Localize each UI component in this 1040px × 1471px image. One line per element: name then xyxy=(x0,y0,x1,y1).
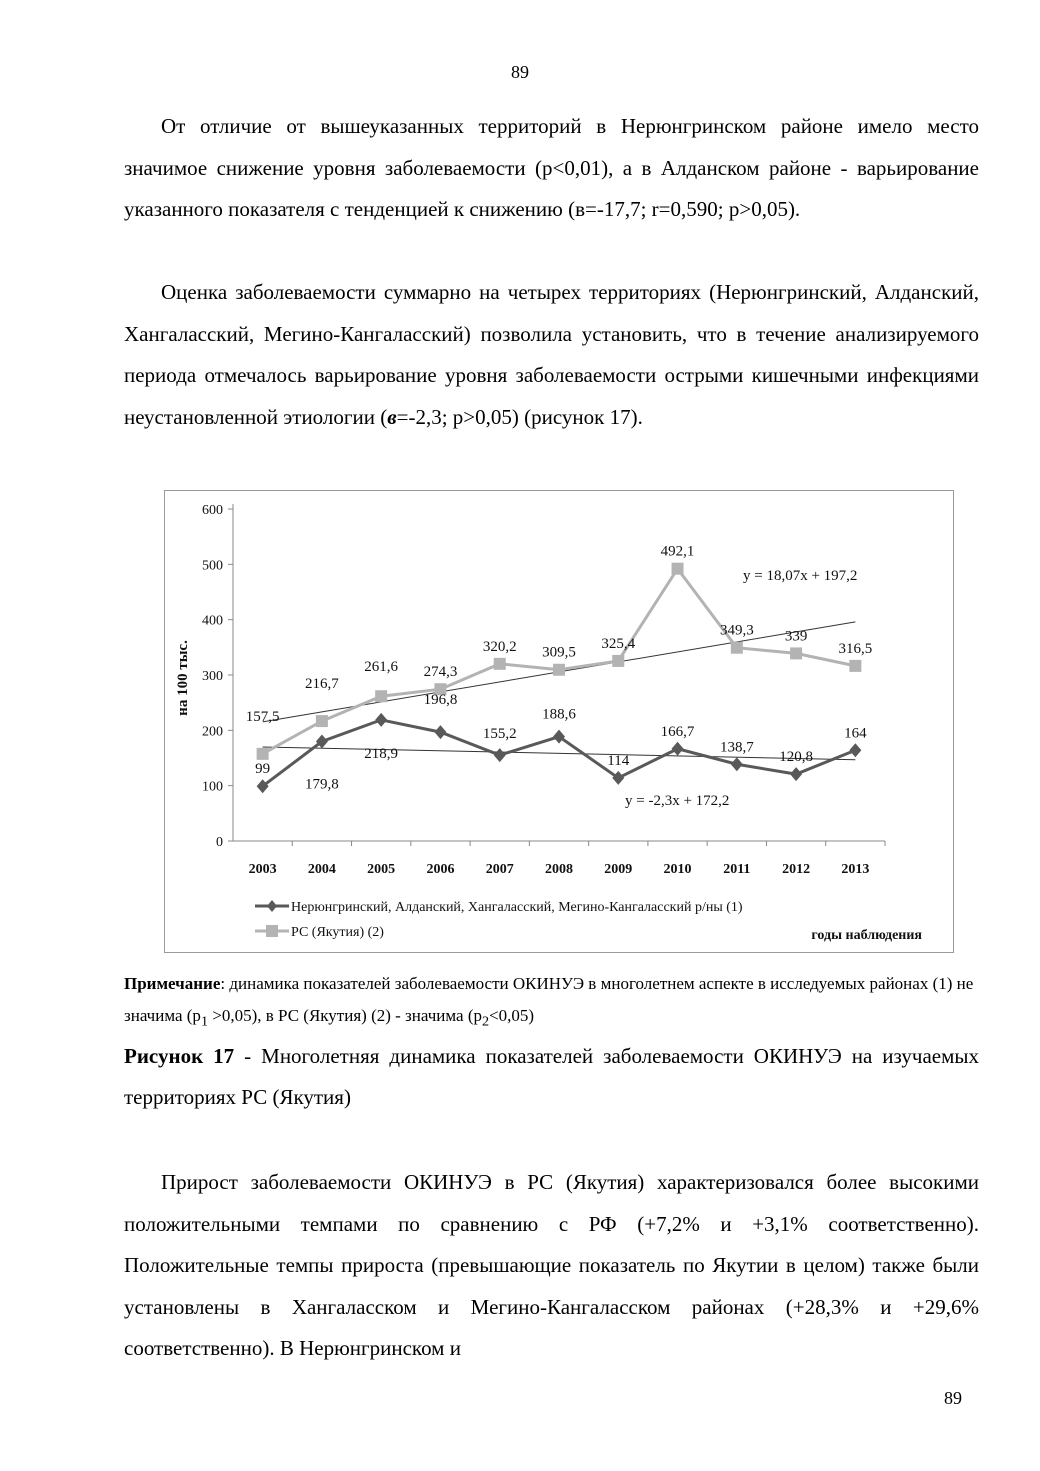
series-rs-point xyxy=(672,563,684,575)
figure-17-chart xyxy=(164,490,954,953)
page-number-bottom: 89 xyxy=(944,1388,962,1408)
series-rs-point xyxy=(553,664,565,676)
y-tick-label: 0 xyxy=(216,835,223,850)
x-tick-label: 2005 xyxy=(367,862,396,877)
x-tick-label: 2011 xyxy=(723,862,751,877)
figure-caption xyxy=(124,1036,979,1118)
line-chart xyxy=(165,491,955,954)
x-axis-label: годы наблюдения xyxy=(811,928,922,943)
series-districts-point xyxy=(672,742,684,756)
x-tick-label: 2013 xyxy=(841,862,870,877)
series-rs-point xyxy=(375,690,387,702)
x-tick-label: 2012 xyxy=(782,862,811,877)
trend-line-districts-label: y = -2,3x + 172,2 xyxy=(625,793,730,809)
series-districts-data-label: 188,6 xyxy=(542,706,576,723)
paragraph-1-text: От отличие от вышеуказанных территорий в Нерюнгринском районе имело место значимое снижение уровня заболеваемости (р<0,01), а в Алданском районе - варьирование указанного показателя с тенденцией к снижению (в=-17,7; r=0,590; р>0,05). xyxy=(124,114,979,221)
trend-line-rs-label: y = 18,07x + 197,2 xyxy=(743,568,858,584)
series-rs-data-label: 349,3 xyxy=(719,622,754,639)
series-rs-data-label: 157,5 xyxy=(245,708,280,725)
y-tick-label: 600 xyxy=(202,503,223,518)
series-districts-data-label: 99 xyxy=(255,761,271,778)
series-districts-point xyxy=(553,730,565,744)
series-rs-point xyxy=(257,748,269,760)
series-districts-data-label: 179,8 xyxy=(305,776,339,793)
paragraph-3 xyxy=(124,1162,979,1370)
note-label: Примечание xyxy=(124,974,221,993)
x-tick-label: 2006 xyxy=(426,862,455,877)
paragraph-2-text: Оценка заболеваемости суммарно на четырех территориях (Нерюнгринский, Алданский, Хангаласский, Мегино-Кангаласский) позволила установить, что в течение анализируемого периода отмечалось варьирование уровня заболеваемости острыми кишечными инфекциями неустановленной этиологии ( xyxy=(124,280,979,429)
series-rs-point xyxy=(790,647,802,659)
x-tick-label: 2009 xyxy=(604,862,633,877)
legend-label-rs: РС (Якутия) (2) xyxy=(291,925,384,940)
note-text-b: >0,05), в РС (Якутия) (2) - значима (р xyxy=(208,1006,482,1025)
series-rs-data-label: 261,6 xyxy=(364,659,399,676)
series-rs-point xyxy=(316,715,328,727)
x-tick-label: 2003 xyxy=(248,862,277,877)
page-number-top: 89 xyxy=(511,62,529,82)
x-tick-label: 2010 xyxy=(663,862,692,877)
y-tick-label: 100 xyxy=(202,779,223,795)
series-rs-data-label: 325,4 xyxy=(601,635,636,652)
y-axis-label: на 100 тыс. xyxy=(175,640,191,716)
note-sub-2: 2 xyxy=(481,1013,490,1030)
legend-marker-rs xyxy=(266,925,278,937)
series-districts-data-label: 196,8 xyxy=(423,692,458,709)
trend-line-districts xyxy=(263,747,856,760)
x-tick-label: 2007 xyxy=(485,862,514,877)
y-tick-label: 500 xyxy=(202,558,223,574)
figure-note xyxy=(124,968,984,1037)
paragraph-3-text: Прирост заболеваемости ОКИНУЭ в РС (Якутия) характеризовался более высокими положительными темпами по сравнению с РФ (+7,2% и +3,1% соответственно). Положительные темпы прироста (превышающие показатель по Якутии в целом) также были установлены в Хангаласском и Мегино-Кангаласском районах (+28,3% и +29,6% соответственно). В Нерюнгринском и xyxy=(124,1170,979,1360)
series-districts-data-label: 166,7 xyxy=(660,723,695,740)
y-tick-label: 200 xyxy=(202,724,223,740)
series-rs-point xyxy=(849,660,861,672)
series-rs-data-label: 339 xyxy=(784,628,808,645)
caption-text: - Многолетняя динамика показателей заболеваемости ОКИНУЭ на изучаемых территориях РС (Якутия) xyxy=(124,1044,980,1109)
series-districts-point xyxy=(790,767,802,781)
legend-label-districts: Нерюнгринский, Алданский, Хангаласский, Мегино-Кангаласский р/ны (1) xyxy=(291,900,743,915)
series-districts-data-label: 164 xyxy=(844,725,867,742)
paragraph-2-italic: в xyxy=(387,404,397,429)
series-districts-point xyxy=(375,713,387,727)
series-districts-point xyxy=(494,748,506,762)
series-districts-data-label: 218,9 xyxy=(364,745,399,762)
series-districts-data-label: 155,2 xyxy=(482,726,517,743)
y-tick-label: 300 xyxy=(202,669,223,684)
series-districts-data-label: 114 xyxy=(607,752,630,769)
note-text-c: <0,05) xyxy=(489,1006,535,1025)
series-rs-point xyxy=(612,655,624,667)
series-rs-point xyxy=(494,658,506,670)
series-rs-data-label: 216,7 xyxy=(305,676,339,693)
series-rs-data-label: 320,2 xyxy=(482,638,517,655)
series-rs-data-label: 309,5 xyxy=(542,644,576,661)
series-rs-data-label: 274,3 xyxy=(423,664,458,681)
x-tick-label: 2004 xyxy=(307,862,336,877)
series-rs-line xyxy=(263,569,856,754)
paragraph-2 xyxy=(124,272,979,438)
note-text-a: : динамика показателей заболеваемости ОКИНУЭ в многолетнем аспекте в исследуемых районах (1) не значима (р xyxy=(124,974,974,1025)
paragraph-2-end: =-2,3; р>0,05) (рисунок 17). xyxy=(396,404,643,429)
series-districts-point xyxy=(434,725,446,739)
series-districts-data-label: 138,7 xyxy=(719,739,754,756)
series-districts-point xyxy=(612,771,624,785)
series-districts-point xyxy=(849,743,861,757)
caption-label: Рисунок 17 xyxy=(124,1044,235,1068)
x-tick-label: 2008 xyxy=(545,862,573,877)
paragraph-1 xyxy=(124,106,979,231)
y-tick-label: 400 xyxy=(202,613,223,629)
legend-marker-districts xyxy=(267,900,277,912)
series-rs-point xyxy=(731,642,743,654)
series-districts-point xyxy=(731,757,743,771)
series-rs-data-label: 492,1 xyxy=(660,543,695,560)
note-sub-1: 1 xyxy=(200,1013,209,1030)
series-rs-data-label: 316,5 xyxy=(838,640,873,657)
series-districts-data-label: 120,8 xyxy=(779,749,813,766)
